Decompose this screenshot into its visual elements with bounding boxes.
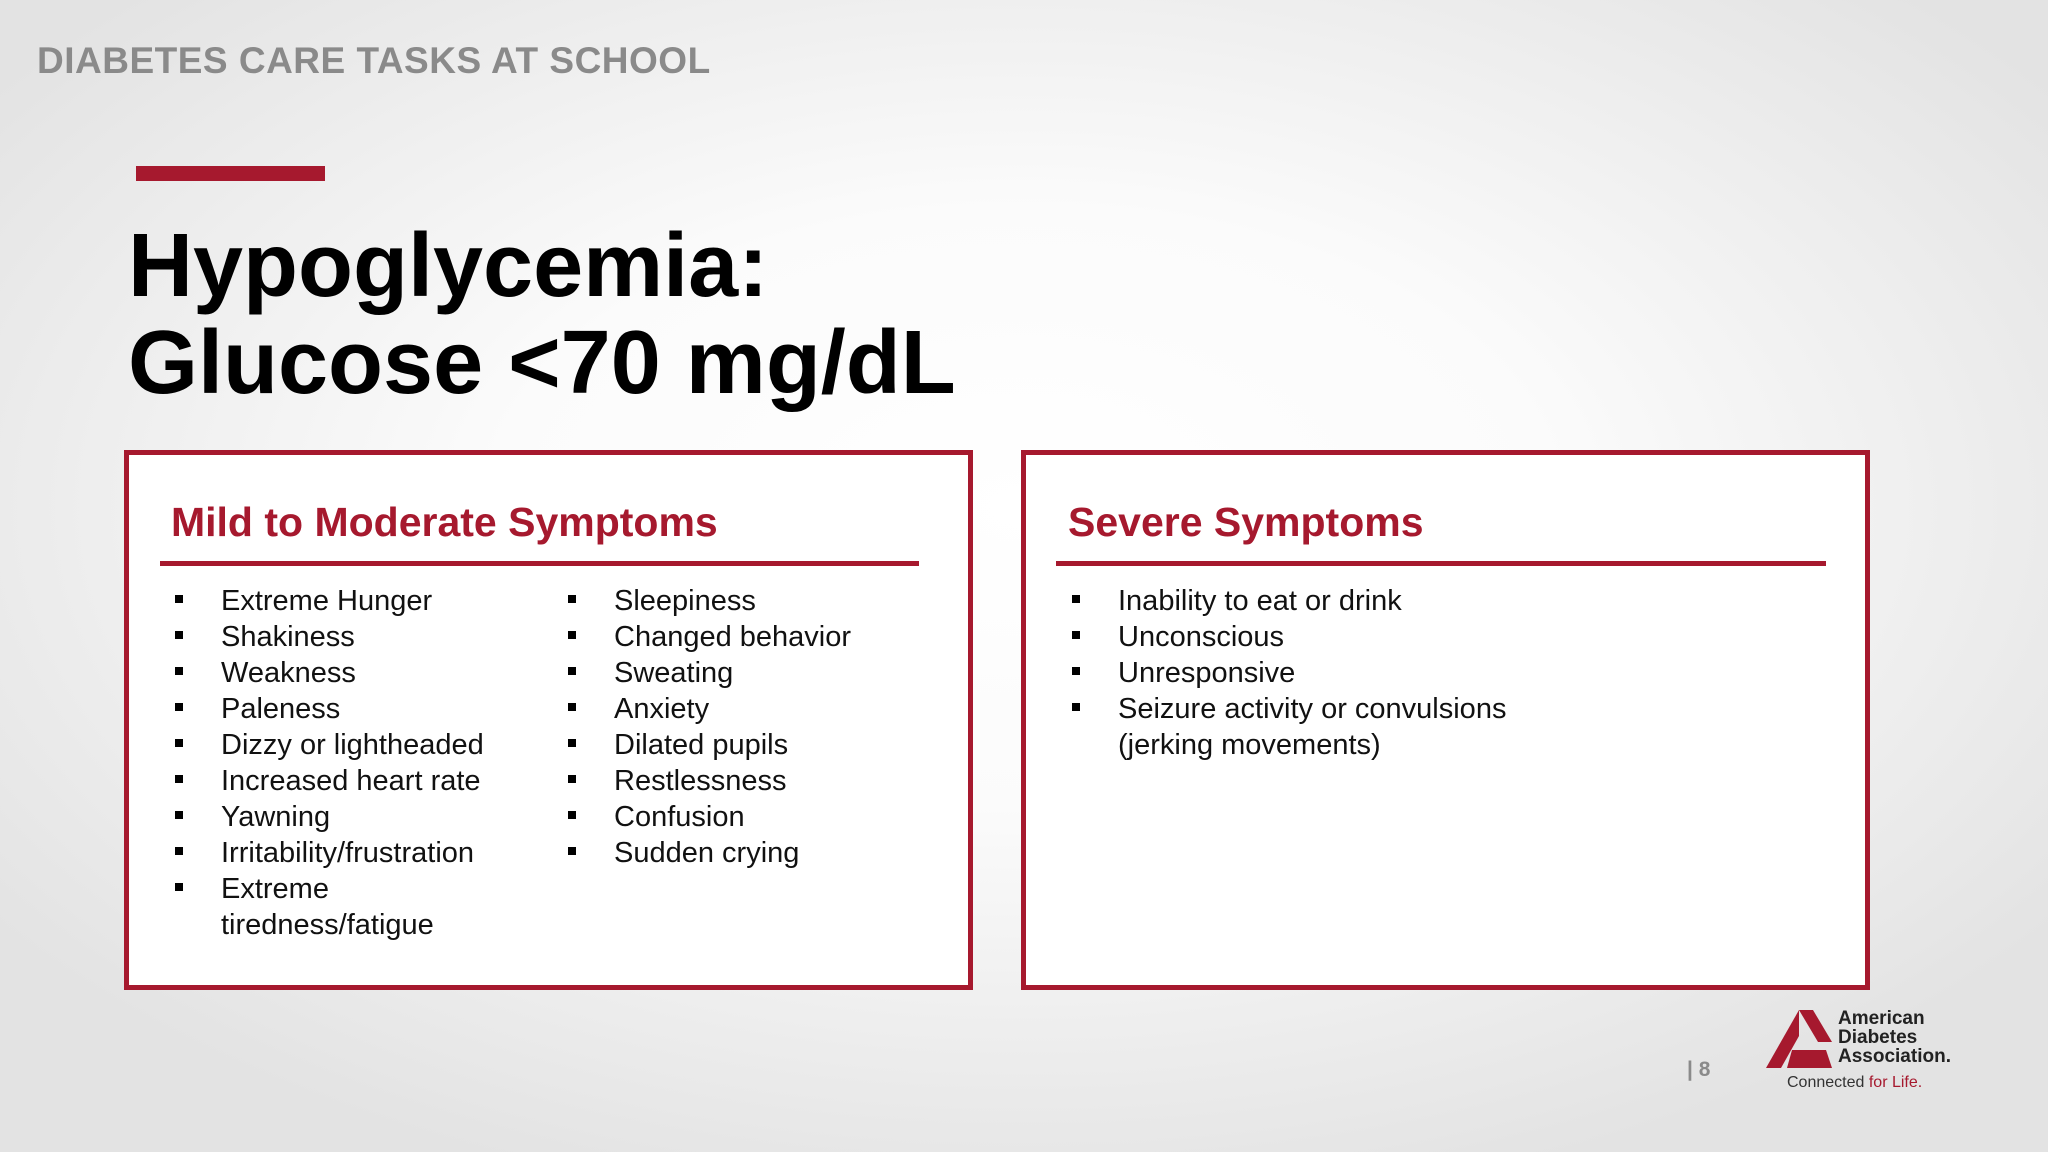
heading-divider — [1056, 561, 1826, 566]
ada-triangle-icon — [1766, 1010, 1832, 1068]
square-bullet-icon — [175, 667, 183, 675]
triangle-right-leg — [1799, 1010, 1832, 1042]
square-bullet-icon — [568, 811, 576, 819]
square-bullet-icon — [568, 667, 576, 675]
list-item: Dizzy or lightheaded — [173, 727, 484, 763]
list-item: Changed behavior — [566, 619, 851, 655]
list-item: Restlessness — [566, 763, 851, 799]
list-item: Anxiety — [566, 691, 851, 727]
square-bullet-icon — [175, 847, 183, 855]
square-bullet-icon — [175, 775, 183, 783]
title-line-1: Hypoglycemia: — [128, 216, 769, 316]
square-bullet-icon — [568, 631, 576, 639]
title-accent-bar — [136, 166, 325, 181]
list-item: Sudden crying — [566, 835, 851, 871]
list-item: Shakiness — [173, 619, 484, 655]
square-bullet-icon — [568, 595, 576, 603]
triangle-base — [1787, 1050, 1832, 1068]
list-item: Unconscious — [1070, 619, 1538, 655]
square-bullet-icon — [568, 775, 576, 783]
square-bullet-icon — [1072, 667, 1080, 675]
list-item: Yawning — [173, 799, 484, 835]
heading-divider — [160, 561, 919, 566]
ada-logo — [1760, 1005, 1960, 1105]
list-item: Sleepiness — [566, 583, 851, 619]
mild-symptoms-panel — [124, 450, 973, 990]
list-item: Extreme tiredness/fatigue — [173, 871, 453, 943]
section-header: DIABETES CARE TASKS AT SCHOOL — [37, 40, 711, 81]
list-item: Inability to eat or drink — [1070, 583, 1538, 619]
square-bullet-icon — [1072, 631, 1080, 639]
square-bullet-icon — [175, 811, 183, 819]
mild-symptoms-heading: Mild to Moderate Symptoms — [171, 499, 718, 545]
square-bullet-icon — [175, 739, 183, 747]
list-item: Dilated pupils — [566, 727, 851, 763]
logo-name-line-2: Diabetes — [1838, 1027, 1918, 1048]
severe-symptoms-list — [1070, 583, 1538, 763]
square-bullet-icon — [175, 703, 183, 711]
page-number: | 8 — [1687, 1058, 1711, 1081]
square-bullet-icon — [175, 595, 183, 603]
list-item: Extreme Hunger — [173, 583, 484, 619]
severe-symptoms-panel — [1021, 450, 1870, 990]
logo-name-line-1: American — [1838, 1008, 1925, 1029]
mild-symptoms-list-1 — [173, 583, 484, 943]
square-bullet-icon — [1072, 595, 1080, 603]
severe-symptoms-heading: Severe Symptoms — [1068, 499, 1424, 545]
list-item: Unresponsive — [1070, 655, 1538, 691]
list-item: Sweating — [566, 655, 851, 691]
square-bullet-icon — [175, 631, 183, 639]
title-line-2: Glucose <70 mg/dL — [128, 313, 956, 413]
list-item: Irritability/frustration — [173, 835, 484, 871]
list-item: Seizure activity or convulsions (jerking movements) — [1070, 691, 1538, 763]
list-item: Confusion — [566, 799, 851, 835]
logo-wordmark — [1838, 1009, 1951, 1066]
mild-symptoms-list-2 — [566, 583, 851, 871]
list-item: Weakness — [173, 655, 484, 691]
square-bullet-icon — [568, 847, 576, 855]
square-bullet-icon — [568, 739, 576, 747]
logo-name-line-3: Association. — [1838, 1046, 1951, 1067]
slide-title — [128, 218, 956, 412]
square-bullet-icon — [175, 883, 183, 891]
logo-tagline: Connected for Life. — [1787, 1074, 1923, 1091]
list-item: Paleness — [173, 691, 484, 727]
square-bullet-icon — [1072, 703, 1080, 711]
square-bullet-icon — [568, 703, 576, 711]
list-item: Increased heart rate — [173, 763, 484, 799]
